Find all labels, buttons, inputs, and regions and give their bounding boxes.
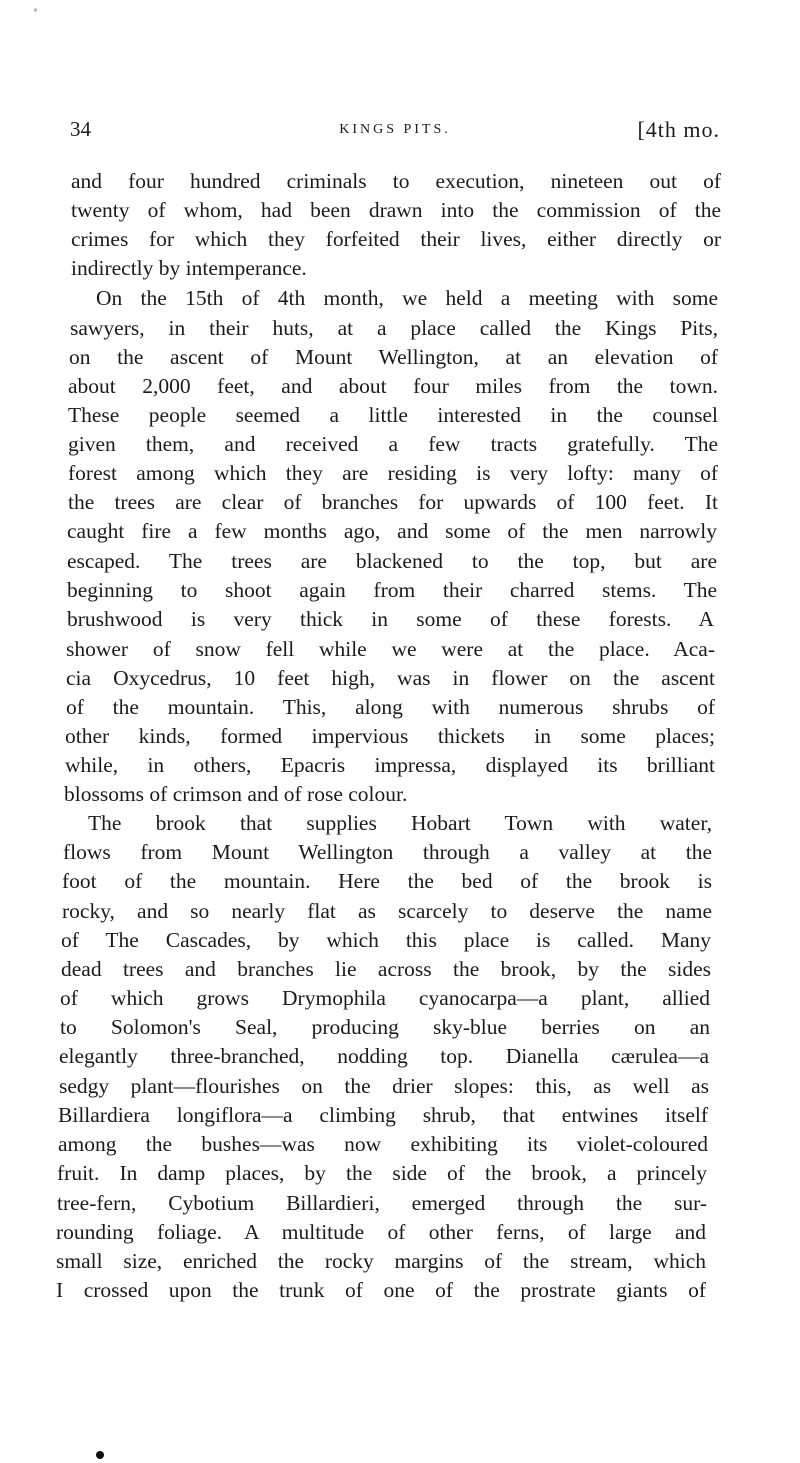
text-line: and four hundred criminals to execution, nineteen out of <box>71 169 721 193</box>
text-line: blossoms of crimson and of rose colour. <box>64 782 408 806</box>
text-line: shower of snow fell while we were at the place. Aca- <box>66 637 715 661</box>
page-header <box>70 117 720 147</box>
text-line: I crossed upon the trunk of one of the prostrate giants of <box>56 1278 706 1302</box>
text-line: crimes for which they forfeited their lives, either directly or <box>71 227 721 251</box>
text-line: dead trees and branches lie across the brook, by the sides <box>61 957 711 981</box>
running-head: KINGS PITS. <box>339 122 451 137</box>
text-line: Billardiera longiflora—a climbing shrub, that entwines itself <box>58 1103 708 1127</box>
text-line: foot of the mountain. Here the bed of the brook is <box>62 869 712 893</box>
text-line: fruit. In damp places, by the side of the brook, a princely <box>57 1161 707 1185</box>
text-line: twenty of whom, had been drawn into the commission of the <box>71 198 721 222</box>
text-line: about 2,000 feet, and about four miles from the town. <box>68 374 718 398</box>
text-line: beginning to shoot again from their charred stems. The <box>67 578 717 602</box>
ink-speck <box>96 1451 104 1459</box>
text-line: The brook that supplies Hobart Town with water, <box>88 811 712 835</box>
text-line: tree-fern, Cybotium Billardieri, emerged through the sur- <box>57 1191 707 1215</box>
text-line: sawyers, in their huts, at a place called the Kings Pits, <box>70 316 718 340</box>
text-line: caught fire a few months ago, and some of the men narrowly <box>67 519 717 543</box>
text-line: of The Cascades, by which this place is called. Many <box>61 928 711 952</box>
text-line: cia Oxycedrus, 10 feet high, was in flower on the ascent <box>66 666 715 690</box>
text-line: rocky, and so nearly flat as scarcely to deserve the name <box>62 899 712 923</box>
text-line: escaped. The trees are blackened to the top, but are <box>67 549 717 573</box>
text-line: These people seemed a little interested in the counsel <box>68 403 718 427</box>
text-line: indirectly by intemperance. <box>71 256 307 280</box>
text-line: given them, and received a few tracts gratefully. The <box>68 432 718 456</box>
date-marker: [4th mo. <box>637 117 720 142</box>
text-line: small size, enriched the rocky margins of the stream, which <box>56 1249 706 1273</box>
text-line: other kinds, formed impervious thickets in some places; <box>65 724 715 748</box>
text-line: of the mountain. This, along with numerous shrubs of <box>66 695 715 719</box>
text-line: rounding foliage. A multitude of other ferns, of large and <box>56 1220 706 1244</box>
text-line: the trees are clear of branches for upwards of 100 feet. It <box>68 490 718 514</box>
margin-speck <box>34 8 37 12</box>
text-line: brushwood is very thick in some of these forests. A <box>67 607 714 631</box>
page-number: 34 <box>70 117 91 141</box>
text-line: flows from Mount Wellington through a valley at the <box>63 840 712 864</box>
text-line: while, in others, Epacris impressa, displayed its brilliant <box>65 753 715 777</box>
text-line: of which grows Drymophila cyanocarpa—a plant, allied <box>60 986 710 1010</box>
text-line: elegantly three-branched, nodding top. Dianella cærulea—a <box>59 1044 709 1068</box>
text-line: sedgy plant—flourishes on the drier slopes: this, as well as <box>59 1074 709 1098</box>
text-line: forest among which they are residing is very lofty: many of <box>68 461 718 485</box>
text-line: on the ascent of Mount Wellington, at an elevation of <box>69 345 718 369</box>
text-line: among the bushes—was now exhibiting its violet-coloured <box>58 1132 708 1156</box>
text-line: to Solomon's Seal, producing sky-blue berries on an <box>60 1015 710 1039</box>
text-line: On the 15th of 4th month, we held a meeting with some <box>96 286 718 310</box>
